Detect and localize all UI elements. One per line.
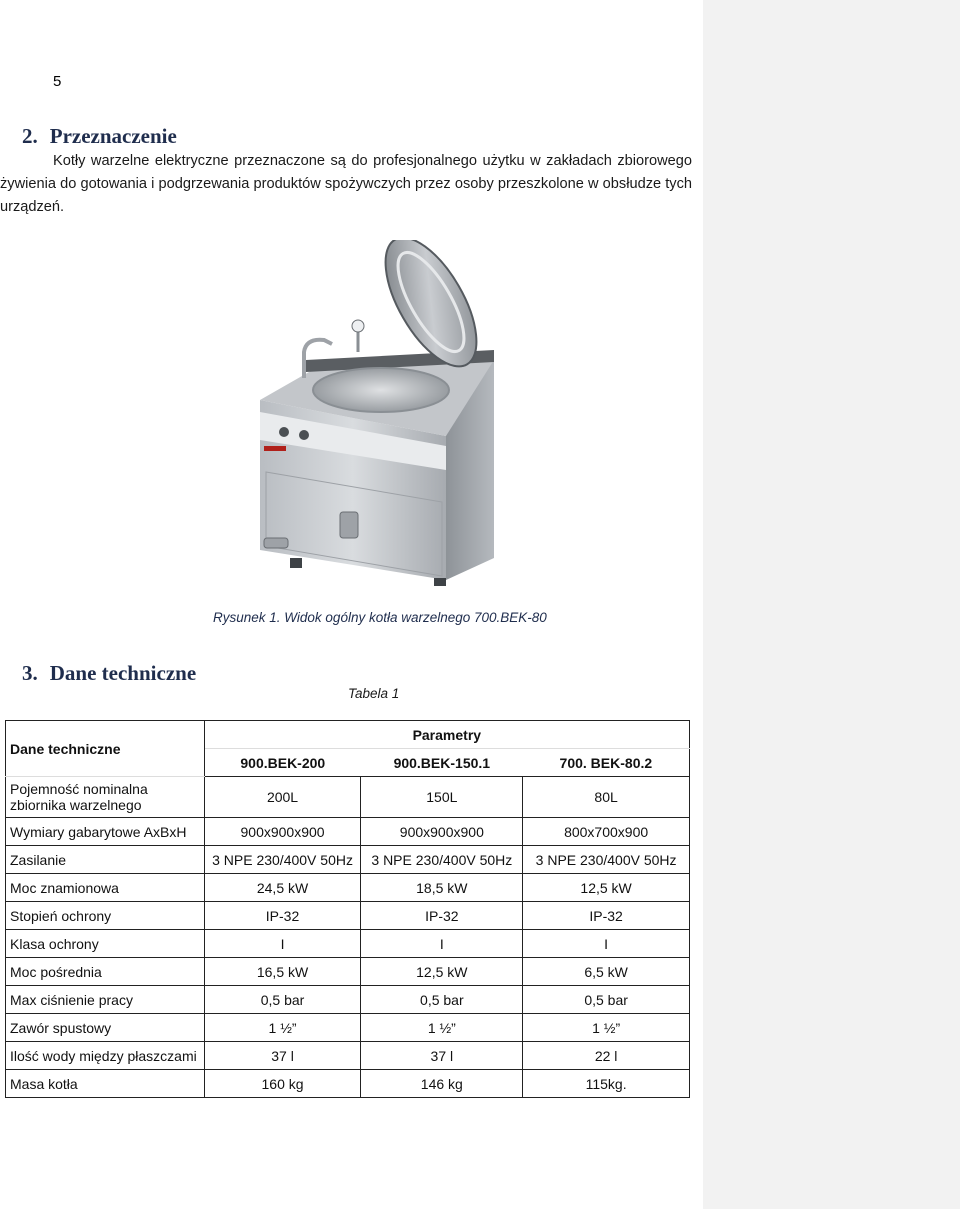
cell-value: 12,5 kW	[361, 958, 523, 986]
table-header-row	[6, 721, 690, 749]
table-row	[6, 874, 690, 902]
cell-value: 3 NPE 230/400V 50Hz	[523, 846, 690, 874]
section-3-title: Dane techniczne	[49, 661, 197, 685]
table-group-header: Parametry	[204, 721, 689, 749]
cell-value: 150L	[361, 777, 523, 818]
cell-value: I	[523, 930, 690, 958]
table-row	[6, 1070, 690, 1098]
cell-value: 37 l	[361, 1042, 523, 1070]
cell-value: IP-32	[523, 902, 690, 930]
cell-value: 115kg.	[523, 1070, 690, 1098]
row-label: Zasilanie	[6, 846, 205, 874]
section-2-heading	[22, 124, 177, 149]
table-corner-label: Dane techniczne	[6, 721, 205, 777]
cell-value: 160 kg	[204, 1070, 361, 1098]
table-row	[6, 777, 690, 818]
cell-value: 16,5 kW	[204, 958, 361, 986]
row-label: Masa kotła	[6, 1070, 205, 1098]
cell-value: 1 ½”	[361, 1014, 523, 1042]
row-label: Ilość wody między płaszczami	[6, 1042, 205, 1070]
row-label: Wymiary gabarytowe AxBxH	[6, 818, 205, 846]
row-label: Klasa ochrony	[6, 930, 205, 958]
cell-value: 22 l	[523, 1042, 690, 1070]
row-label: Pojemność nominalna zbiornika warzelnego	[6, 777, 205, 818]
section-3-heading	[22, 661, 196, 686]
section-2-paragraph: Kotły warzelne elektryczne przeznaczone są do profesjonalnego użytku w zakładach zbiorowego żywienia do gotowania i podgrzewania produktów spożywczych przez osoby przeszkolone w obsłudze tych urządzeń.	[0, 153, 692, 215]
table-caption: Tabela 1	[348, 686, 400, 701]
table-row	[6, 958, 690, 986]
cell-value: IP-32	[204, 902, 361, 930]
cell-value: I	[204, 930, 361, 958]
cell-value: 3 NPE 230/400V 50Hz	[361, 846, 523, 874]
table-row	[6, 846, 690, 874]
row-label: Moc pośrednia	[6, 958, 205, 986]
comment-margin-panel	[703, 0, 960, 1209]
cell-value: 80L	[523, 777, 690, 818]
cell-value: 6,5 kW	[523, 958, 690, 986]
model-header: 900.BEK-150.1	[361, 749, 523, 777]
cell-value: 12,5 kW	[523, 874, 690, 902]
model-header: 900.BEK-200	[204, 749, 361, 777]
figure-caption: Rysunek 1. Widok ogólny kotła warzelnego 700.BEK-80	[213, 610, 547, 625]
kettle-illustration	[246, 240, 506, 590]
row-label: Stopień ochrony	[6, 902, 205, 930]
cell-value: 0,5 bar	[523, 986, 690, 1014]
section-2-number: 2.	[22, 124, 38, 148]
cell-value: 800x700x900	[523, 818, 690, 846]
cell-value: 1 ½”	[204, 1014, 361, 1042]
section-2-title: Przeznaczenie	[49, 124, 177, 148]
cell-value: 24,5 kW	[204, 874, 361, 902]
table-row	[6, 902, 690, 930]
cell-value: 200L	[204, 777, 361, 818]
cell-value: 1 ½”	[523, 1014, 690, 1042]
model-header: 700. BEK-80.2	[523, 749, 690, 777]
table-row	[6, 818, 690, 846]
cell-value: 18,5 kW	[361, 874, 523, 902]
cell-value: 146 kg	[361, 1070, 523, 1098]
row-label: Max ciśnienie pracy	[6, 986, 205, 1014]
cell-value: IP-32	[361, 902, 523, 930]
row-label: Zawór spustowy	[6, 1014, 205, 1042]
cell-value: 0,5 bar	[204, 986, 361, 1014]
table-row	[6, 1014, 690, 1042]
technical-data-table	[5, 720, 690, 1098]
section-3-number: 3.	[22, 661, 38, 685]
table-row	[6, 986, 690, 1014]
cell-value: I	[361, 930, 523, 958]
cell-value: 3 NPE 230/400V 50Hz	[204, 846, 361, 874]
page-number: 5	[53, 73, 62, 90]
cell-value: 37 l	[204, 1042, 361, 1070]
cell-value: 0,5 bar	[361, 986, 523, 1014]
cell-value: 900x900x900	[361, 818, 523, 846]
row-label: Moc znamionowa	[6, 874, 205, 902]
cell-value: 900x900x900	[204, 818, 361, 846]
table-row	[6, 1042, 690, 1070]
table-row	[6, 930, 690, 958]
